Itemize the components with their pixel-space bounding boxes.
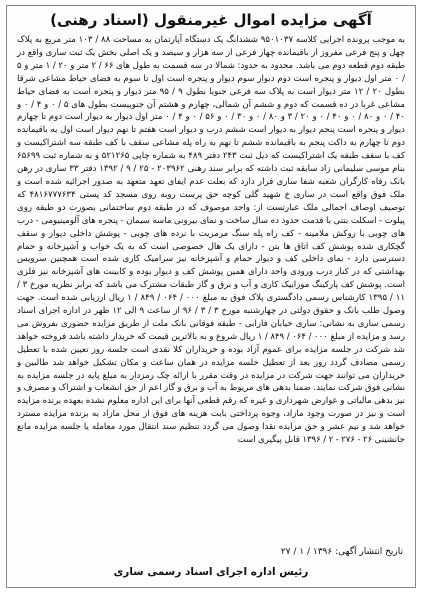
notice-body-text: به موجب پرونده اجرایی کلاسه ۹۵۰۱۰۳۷ ششدانگ یک دستگاه آپارتمان به مساحت ۸۸ / ۱۰۳ متر مربع به پلاک چهل و پنج فرعی مفروز از باقیمانده چهار فرعی از سه هزار و سیصد و یک اصلی بخش یک ثبت ساری واقع در طبقه دوم قطعه دوم می باشد. محدود به حدود: شمالا در سه قسمت به طول های ۶۶ / ۲ متر و ۲۰ / ۱ متر و ۵ / ۰ متر اول دیوار و پنجره است دوم دیوار سوم دیوار و پنجره است اول تا سوم به فضای حیاط مشاعی شرقا بطول ۲۰ / ۱۲ متر دیوار است به پلاک سه فرعی جنوبا بطول ۹ / ۹۵ متر دیوار و پنجره است به فضای حیاط مشاعی غربا در ده قسمت که دوم و ششم آن شمالی، چهارم و هشتم آن جنوبیست بطول های ۵ / ۰ و ۴ / ۰ و ۴۰ / ۰ و ۸۰ / ۰ و ۴۰ / ۰ و ۲۰ / ۳ و ۸۰ / ۰ و ۳۰ / ۰ و ۵۶ / ۰ و ۴ / ۰ متر اول دیوار به دیوار است دوم تا چهارم دیوار و پنجره است پنجم دیوار به دیوار است ششم درب و دیوار است هفتم تا نهم دیوار است اول به باقیمانده دوم تا چهارم به داکت پنجم به باقیمانده ششم تا نهم به راه پله مشاعی سقف با کف طبقه سه اشتراکیست و کف با سقف طبقه یک اشتراکیست که ذیل ثبت ۲۴۳ دفتر ۴۸۹ به شماره چاپی ۵۲۱۲۶۵ و به شماره ثبت ۶۵۶۹۹ بنام موسی سلیمانی زاد سابقه ثبت داشته که برابر سند رهنی ۲۰۳۹۶۲ - ۲۵ / ۹ / ۱۳۹۲ دفتر ۳۳ ساری در رهن بانک رفاه کارگران شعبه شفا ساری قرار دارد که بعلت عدم ایفای تعهد متعهد به صدور اجرائیه شده است و ملک فوق واقع است در ساری خ شهید گلی کوچه حق پرست روبه روی مسجد کد پستی ۴۸۱۶۷۷۷۶۳۴ که توصیف اوصاف اجمالی ملک عبارتست از: واحد موصوف که در طبقه دوم ساختمانی بصورت دو طبقه روی پیلوت - اسکلت بتنی با قدمت حدود ده سال ساخت و نمای بیرونی ماسه سیمان - پنجره های آلومینیومی - درب های چوبی با روکش ملامینه - کف راه پله سنگ مرمریت با نرده های چوبی - پوشش داخلی دیوار و سقف گچکاری شده پوشش کف اتاق ها بتن - دارای یک هال خصوصی است که به یک خواب و آشپزخانه و حمام دسترسی دارد - نمای داخلی کف و دیوار حمام و آشپزخانه نیز سرامیک کاری شده است همچنین سرویس بهداشتی که در کنار درب ورودی واحد دارای همین پوشش کف و دیوار بوده و کابینت های آشپزخانه نیز فلزی است. پوشش کف پارکینگ موزاییک کاری و آب و برق و گاز طبقات مشترک می باشد که برابر نظریه مورخ ۳ / ۱۱ / ۱۳۹۵ کارشناس رسمی دادگستری پلاک فوق به مبلغ ۰۰۰ / ۰۶۴ / ۸۴۹ / ۱ ریال ارزیابی شده است. جهت وصول طلب بانک و حقوق دولتی در چهارشنبه مورخ ۳ / ۳ / ۹۶ از ساعت ۹ الی ۱۲ ظهر در اداره اجرای اسناد رسمی ساری به نشانی: ساری خیابان فارابی - طبقه فوقانی بانک ملت از طریق مزایده حضوری بفروش می رسد و مزایده از مبلغ ۰۰۰ / ۰۶۴ / ۸۴۹ / ۱ ریال شروع و به بالاترین قیمت که خریدار داشته باشد فروخته خواهد شد شرکت در جلسه مزایده برای عموم آزاد بوده و خریداران کلا نقدی است جلسه روز تعیین شده با تعطیل رسمی مصادف گردد روز بعد از تعطیل جلسه مزایده در همان ساعت و مکان تشکیل خواهد شد طالبین و خریداران می توانند جهت شرکت در مزایده در وقت مقرر با ارائه چک رمزدار به مبلغ پایه در جلسه مزایده به نشانی فوق شرکت نمایند. ضمنا بدهی های مربوط به آب و برق و گاز اعم از حق انشعاب و اشتراک و مصرف و نیز بدهی مالیاتی و عوارض شهرداری و غیره که رقم قطعی آنها برای این اداره معلوم نشده بعهده برنده مزایده است و نیز در صورت وجود مازاد، وجوه پرداختی بابت هزینه های فوق از محل مازاد به برنده مزایده مسترد خواهد شد و نیم عشر و حق مزایده نقدا وصول می گردد تنظیم سند انتقال مورد معامله یا جلسه مزایده مانع جانشینی ۲۶ - ۲۷۶ - ۲ / ۱۳۹۶ قابل پیگیری است bbox=[17, 35, 406, 446]
signature-line: رئیس اداره اجرای اسناد رسمی ساری bbox=[113, 566, 309, 578]
notice-title: آگهی مزایده اموال غیرمنقول (اسناد رهنی) bbox=[50, 11, 372, 29]
publication-date: تاریخ انتشار آگهی: ۱۳۹۶ / ۱ / ۲۷ bbox=[280, 547, 403, 557]
notice-page bbox=[6, 5, 416, 588]
